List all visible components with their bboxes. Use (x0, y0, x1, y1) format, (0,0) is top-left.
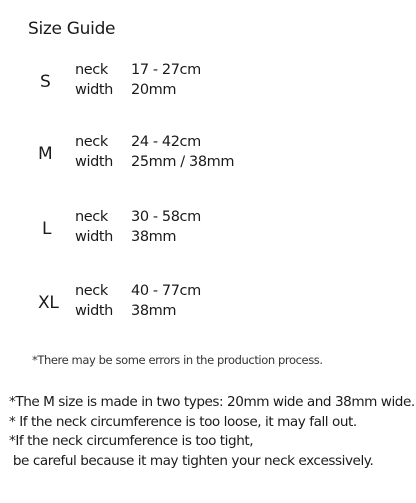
neck-label: neck (75, 283, 108, 299)
width-label: width (75, 229, 113, 245)
width-value: 38mm (131, 303, 177, 319)
size-row-l (0, 209, 416, 253)
neck-value: 24 - 42cm (131, 134, 201, 150)
note-line: *The M size is made in two types: 20mm wide and 38mm wide. (9, 394, 415, 410)
size-label: M (38, 144, 53, 164)
width-value: 20mm (131, 82, 177, 98)
width-label: width (75, 154, 113, 170)
note-line: * If the neck circumference is too loose, it may fall out. (9, 413, 357, 430)
note-line: *If the neck circumference is too tight, (9, 433, 254, 449)
neck-value: 17 - 27cm (131, 62, 201, 78)
size-label: XL (38, 293, 59, 313)
width-label: width (75, 82, 113, 98)
page-title: Size Guide (28, 19, 116, 39)
neck-label: neck (75, 209, 108, 225)
width-value: 25mm / 38mm (131, 154, 235, 170)
size-row-s (0, 62, 416, 106)
production-error-footnote: *There may be some errors in the production process. (32, 353, 323, 367)
neck-value: 30 - 58cm (131, 209, 201, 225)
size-label: S (40, 72, 51, 92)
size-label: L (42, 219, 52, 239)
width-label: width (75, 303, 113, 319)
neck-label: neck (75, 134, 108, 150)
neck-label: neck (75, 62, 108, 78)
size-row-m (0, 134, 416, 178)
note-line: be careful because it may tighten your neck excessively. (9, 452, 374, 469)
neck-value: 40 - 77cm (131, 283, 201, 299)
size-row-xl (0, 283, 416, 327)
notes-block (9, 393, 414, 471)
width-value: 38mm (131, 229, 177, 245)
